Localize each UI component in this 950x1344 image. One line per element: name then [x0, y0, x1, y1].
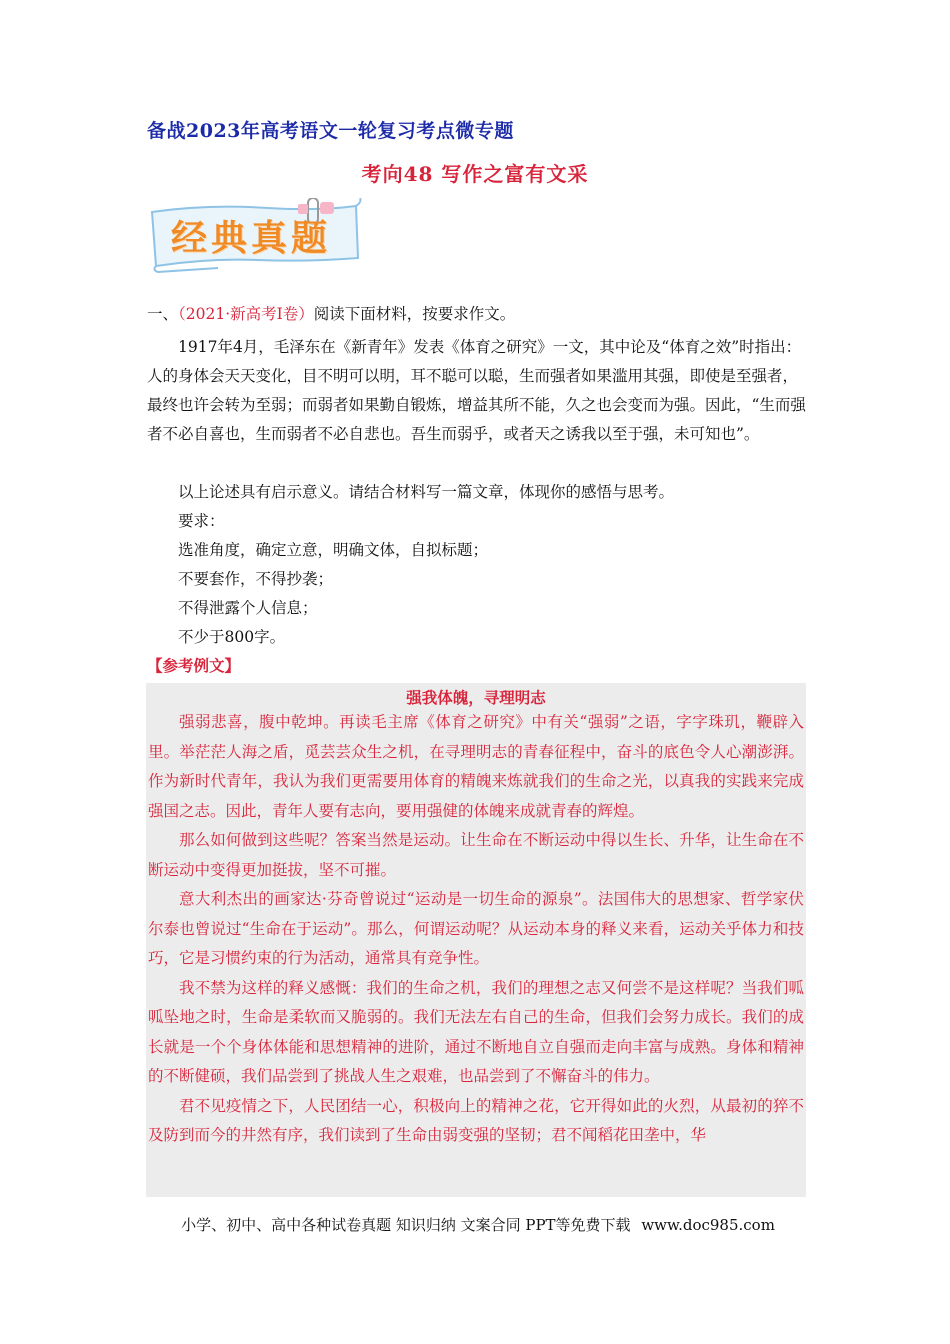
prompt-paragraph: 以上论述具有启示意义。请结合材料写一篇文章，体现你的感悟与思考。	[178, 483, 675, 501]
topic-title: 考向48 写作之富有文采	[361, 162, 589, 186]
series-title: 备战2023年高考语文一轮复习考点微专题	[147, 120, 514, 142]
question-number: 一、	[147, 305, 179, 323]
requirement-item: 不少于800字。	[178, 628, 286, 646]
page-footer	[0, 1214, 950, 1235]
essay-title: 强我体魄，寻理明志	[406, 688, 546, 707]
essay-paragraph: 那么如何做到这些呢？答案当然是运动。让生命在不断运动中得以生长、升华，让生命在不断运动中变得更加挺拔，坚不可摧。	[148, 831, 804, 879]
essay-paragraph: 意大利杰出的画家达·芬奇曾说过“运动是一切生命的源泉”。法国伟大的思想家、哲学家伏尔泰也曾说过“生命在于运动”。那么，何谓运动呢？从运动本身的释义来看，运动关乎体力和技巧，它是习惯约束的行为活动，通常具有竞争性。	[148, 890, 804, 967]
footer-url[interactable]: www.doc985.com	[641, 1216, 775, 1234]
reference-label: 【参考例文】	[147, 656, 241, 675]
essay-paragraph: 强弱悲喜，腹中乾坤。再读毛主席《体育之研究》中有关“强弱”之语，字字珠玑，鞭辟入里。举茫茫人海之盾，觅芸芸众生之机，在寻理明志的青春征程中，奋斗的底色令人心潮澎湃。作为新时代青年，我认为我们更需要用体育的精魄来炼就我们的生命之光，以真我的实践来完成强国之志。因此，青年人要有志向，要用强健的体魄来成就青春的辉煌。	[148, 713, 804, 820]
footer-text: 小学、初中、高中各种试卷真题 知识归纳 文案合同 PPT等免费下载	[181, 1216, 631, 1234]
requirement-item: 不要套作，不得抄袭；	[178, 570, 334, 588]
essay-paragraph: 君不见疫情之下，人民团结一心，积极向上的精神之花，它开得如此的火烈，从最初的猝不及防到而今的井然有序，我们读到了生命由弱变强的坚韧；君不闻稻花田垄中，华	[148, 1096, 804, 1144]
essay-paragraph: 我不禁为这样的释义感慨：我们的生命之机，我们的理想之志又何尝不是这样呢？当我们呱呱坠地之时，生命是柔软而又脆弱的。我们无法左右自己的生命，但我们会努力成长。我们的成长就是一个个身体体能和思想精神的进阶，通过不断地自立自强而走向丰富与成熟。身体和精神的不断健硕，我们品尝到了挑战人生之艰难，也品尝到了不懈奋斗的伟力。	[148, 978, 804, 1085]
requirement-item: 选准角度，确定立意，明确文体，自拟标题；	[178, 541, 489, 559]
question-heading	[147, 304, 807, 324]
banner-label: 经典真题	[170, 217, 331, 259]
requirement-item: 不得泄露个人信息；	[178, 599, 318, 617]
question-source: （2021·新高考Ⅰ卷）	[178, 305, 314, 323]
material-paragraph: 1917年4月，毛泽东在《新青年》发表《体育之研究》一文，其中论及“体育之效”时指出：人的身体会天天变化，目不明可以明，耳不聪可以聪，生而强者如果滥用其强，即使是至强者，最终也许会转为至弱；而弱者如果勤自锻炼，增益其所不能，久之也会变而为强。因此，“生而强者不必自喜也，生而弱者不必自悲也。吾生而弱乎，或者天之诱我以至于强，未可知也”。	[147, 338, 806, 443]
essay-box	[146, 683, 806, 1197]
section-banner	[148, 198, 364, 276]
question-instruction: 阅读下面材料，按要求作文。	[313, 305, 516, 323]
requirements-heading: 要求：	[178, 512, 225, 530]
